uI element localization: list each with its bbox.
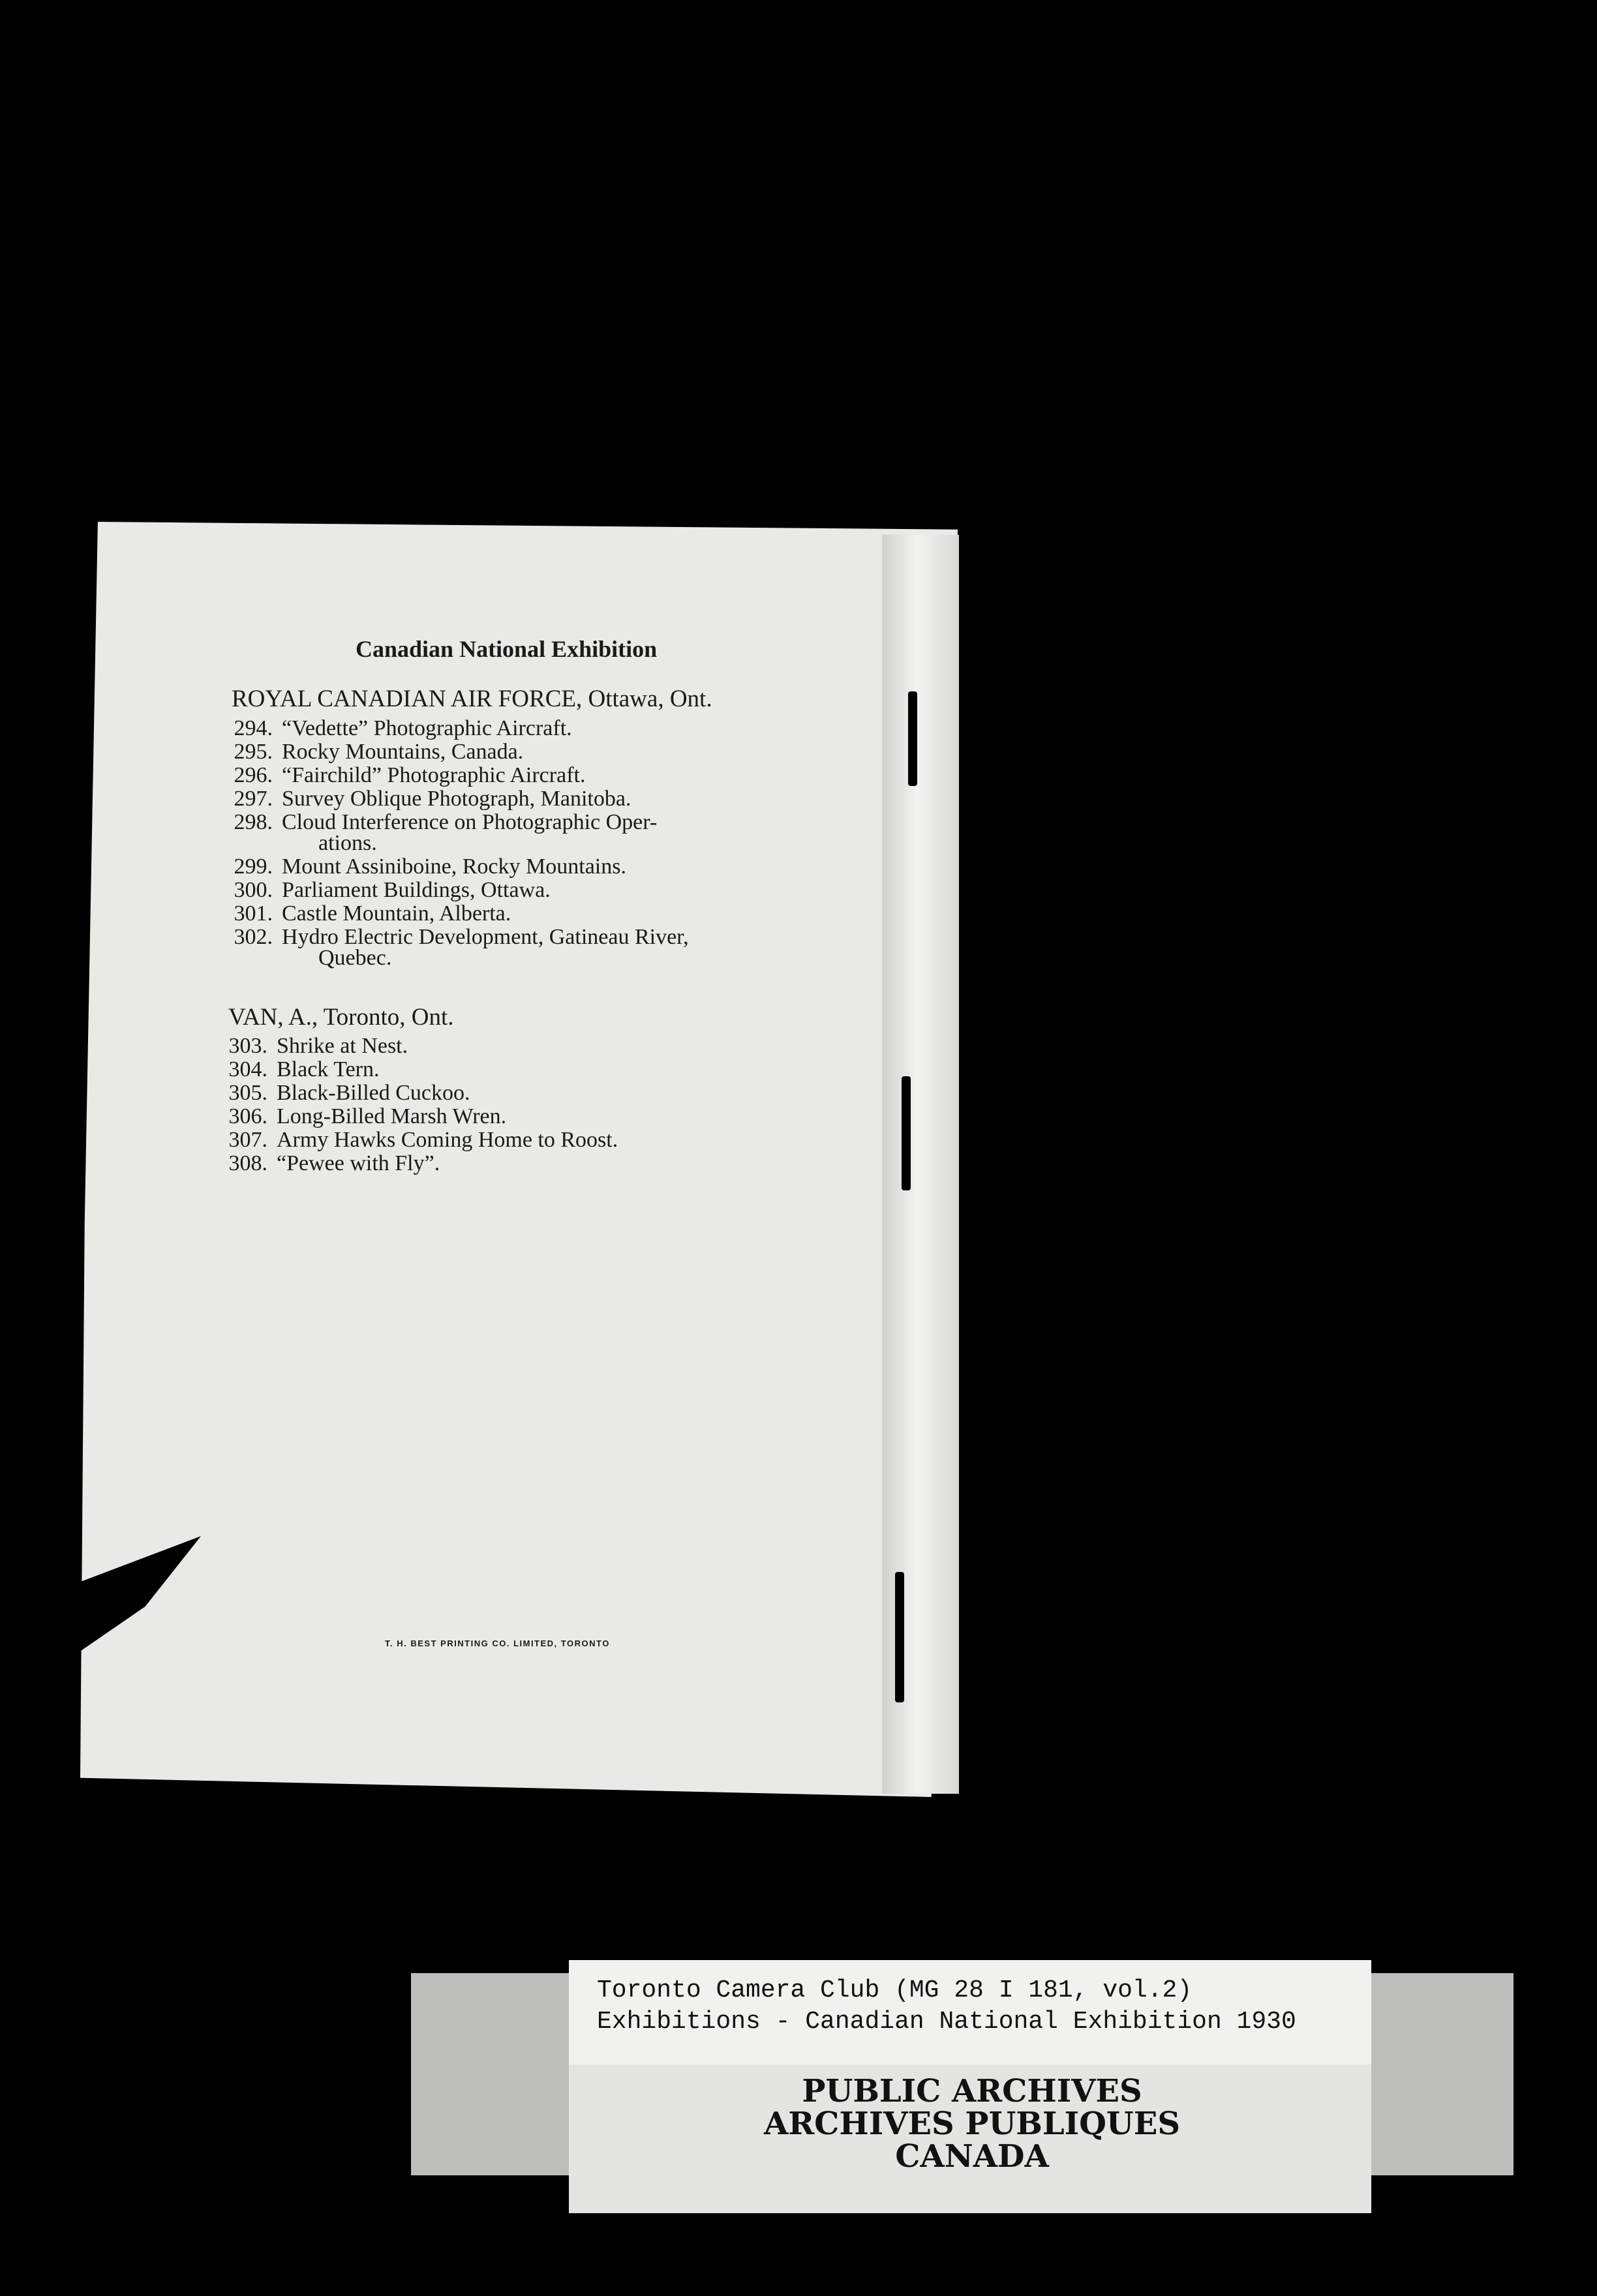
catalogue-entry bbox=[221, 878, 551, 903]
entry-number: 295. bbox=[234, 740, 273, 764]
catalogue-entry bbox=[221, 901, 511, 926]
entry-title-continuation: ations. bbox=[318, 831, 377, 855]
catalogue-entry bbox=[221, 810, 657, 835]
catalogue-entry bbox=[215, 1104, 506, 1129]
entry-number: 296. bbox=[234, 763, 273, 787]
staple-middle bbox=[902, 1076, 911, 1190]
entry-title: Castle Mountain, Alberta. bbox=[282, 901, 511, 926]
catalogue-entry bbox=[215, 1081, 470, 1106]
entry-number: 303. bbox=[228, 1034, 267, 1058]
staple-bottom bbox=[895, 1572, 904, 1702]
archive-stamp-line-2: ARCHIVES PUBLIQUES bbox=[764, 2106, 1180, 2142]
archive-stamp-line-3: CANADA bbox=[895, 2138, 1049, 2175]
entry-title: Parliament Buildings, Ottawa. bbox=[282, 878, 551, 902]
catalogue-entry bbox=[221, 763, 585, 788]
entry-title: Rocky Mountains, Canada. bbox=[282, 740, 524, 764]
section-heading-van: VAN, A., Toronto, Ont. bbox=[228, 1004, 454, 1031]
entry-number: 302. bbox=[234, 925, 273, 949]
entry-number: 306. bbox=[228, 1104, 267, 1128]
catalogue-entry bbox=[221, 716, 572, 741]
entry-title: Black-Billed Cuckoo. bbox=[277, 1081, 470, 1105]
entry-number: 299. bbox=[234, 854, 273, 879]
staple-top bbox=[908, 691, 917, 786]
entry-number: 307. bbox=[228, 1128, 267, 1152]
catalogue-entry bbox=[221, 854, 626, 879]
catalogue-entry bbox=[221, 740, 523, 764]
section-heading-rcaf: ROYAL CANADIAN AIR FORCE, Ottawa, Ont. bbox=[232, 686, 712, 712]
entry-title: Army Hawks Coming Home to Roost. bbox=[277, 1128, 618, 1152]
entry-title: Shrike at Nest. bbox=[277, 1034, 408, 1058]
catalogue-entry bbox=[215, 1057, 380, 1082]
entry-number: 298. bbox=[234, 810, 273, 834]
entry-number: 300. bbox=[234, 878, 273, 902]
entry-number: 294. bbox=[234, 716, 273, 740]
entry-title: Long-Billed Marsh Wren. bbox=[277, 1104, 507, 1128]
page-binding-edge bbox=[882, 535, 959, 1794]
entry-title: Survey Oblique Photograph, Manitoba. bbox=[282, 787, 631, 811]
catalogue-entry bbox=[221, 925, 689, 950]
catalogue-page bbox=[80, 522, 958, 1797]
catalogue-entry bbox=[215, 1128, 618, 1153]
entry-title: “Pewee with Fly”. bbox=[277, 1151, 440, 1175]
printer-imprint: T. H. BEST PRINTING CO. LIMITED, TORONTO bbox=[385, 1639, 610, 1648]
page-title: Canadian National Exhibition bbox=[356, 636, 658, 662]
entry-number: 304. bbox=[228, 1057, 267, 1081]
entry-number: 305. bbox=[228, 1081, 267, 1105]
entry-number: 301. bbox=[234, 901, 273, 926]
archive-stamp-line-1: PUBLIC ARCHIVES bbox=[802, 2073, 1142, 2109]
entry-title: Cloud Interference on Photographic Oper- bbox=[282, 810, 658, 834]
entry-title: Black Tern. bbox=[277, 1057, 380, 1081]
entry-title: “Fairchild” Photographic Aircraft. bbox=[282, 763, 586, 787]
entry-number: 308. bbox=[228, 1151, 267, 1175]
catalogue-entry bbox=[215, 1151, 440, 1176]
archive-label-line-1: Toronto Camera Club (MG 28 I 181, vol.2) bbox=[597, 1976, 1193, 2004]
entry-title-continuation: Quebec. bbox=[318, 946, 392, 970]
archive-label-line-2: Exhibitions - Canadian National Exhibition 1930 bbox=[597, 2008, 1296, 2036]
catalogue-entry bbox=[221, 787, 631, 811]
entry-number: 297. bbox=[234, 787, 273, 811]
catalogue-entry bbox=[215, 1034, 408, 1059]
entry-title: “Vedette” Photographic Aircraft. bbox=[282, 716, 572, 740]
entry-title: Hydro Electric Development, Gatineau River, bbox=[282, 925, 689, 949]
entry-title: Mount Assiniboine, Rocky Mountains. bbox=[282, 854, 626, 879]
